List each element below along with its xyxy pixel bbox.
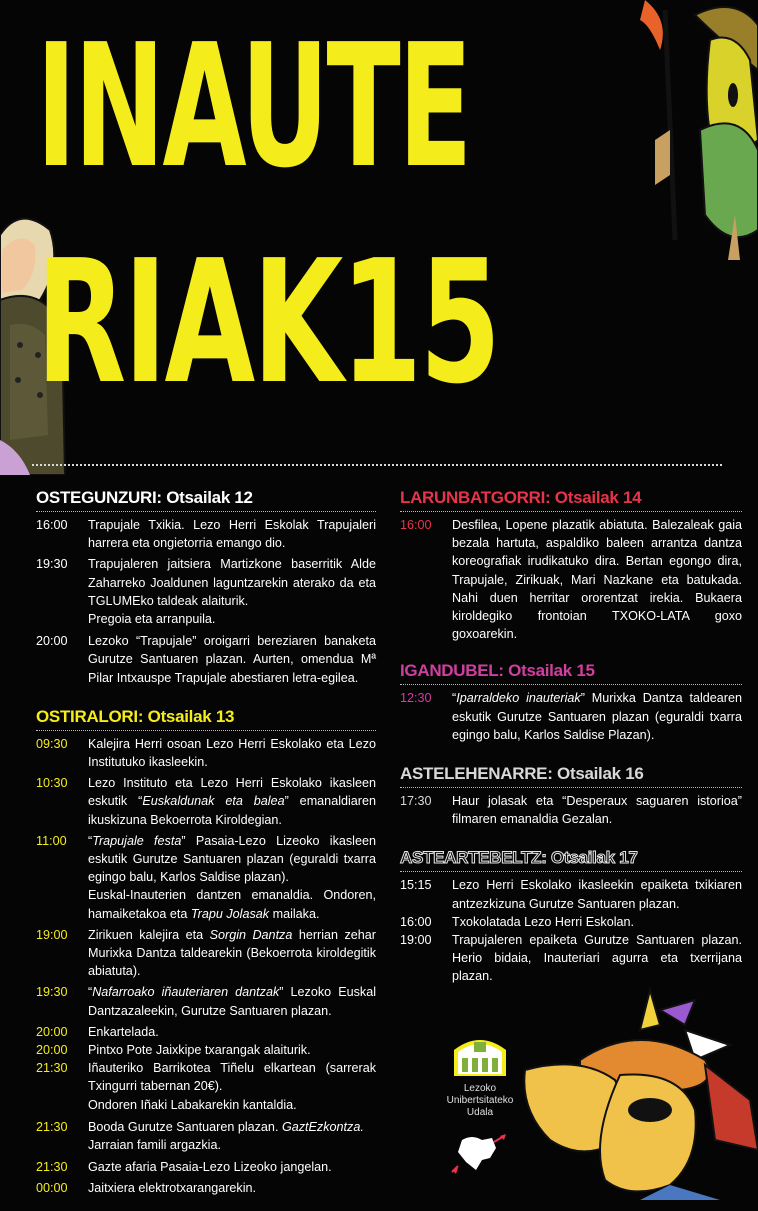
event-time: 09:30 bbox=[36, 736, 68, 751]
event-time: 21:30 bbox=[36, 1061, 68, 1076]
event-description bbox=[88, 832, 376, 887]
event-time: 00:00 bbox=[36, 1180, 68, 1195]
event-note: Ondoren Iñaki Labakarekin kantaldia. bbox=[88, 1097, 297, 1112]
event-time: 19:00 bbox=[400, 933, 432, 948]
event-time: 21:30 bbox=[36, 1160, 68, 1175]
event-time: 10:30 bbox=[36, 776, 68, 791]
section-divider bbox=[400, 511, 742, 512]
event-description: Trapujaleren jaitsiera Martizkone baserritik Alde Zaharreko Joaldunen laguntzarekin aterako da eta TGLUMEko taldeak alaiturik. bbox=[88, 557, 376, 608]
section-divider bbox=[400, 787, 742, 788]
event-description bbox=[88, 1118, 376, 1154]
section-divider bbox=[400, 871, 742, 872]
event-time: 20:00 bbox=[36, 634, 68, 649]
event-description bbox=[88, 983, 376, 1019]
section-divider bbox=[36, 730, 376, 731]
event-time: 21:30 bbox=[36, 1119, 68, 1134]
event-text: ” Pasaia-Lezo Lizeoko ikasleen eskutik Gurutze Santuaren plazan (eguraldi txarra egingo balu, Karlos Saldise plazan). bbox=[88, 833, 376, 885]
event-row bbox=[36, 774, 376, 829]
event-description bbox=[88, 926, 376, 981]
event-time: 17:30 bbox=[400, 794, 432, 809]
day-section-igandubel bbox=[400, 661, 742, 744]
event-description: Haur jolasak eta “Desperaux saguaren istorioa” filmaren emanaldia Gezalan. bbox=[452, 794, 742, 827]
event-time: 16:00 bbox=[400, 518, 432, 532]
event-row bbox=[36, 1118, 376, 1154]
event-note: Pregoia eta arranpuila. bbox=[88, 612, 216, 627]
event-title-italic: Sorgin Dantza bbox=[209, 927, 293, 942]
day-date: Otsailak 15 bbox=[508, 661, 595, 681]
section-divider bbox=[400, 684, 742, 685]
event-row bbox=[36, 983, 376, 1019]
event-title-italic: Nafarroako iñauteriaren dantzak bbox=[92, 985, 280, 1000]
day-section-ostiralori bbox=[36, 707, 376, 1197]
event-time: 12:30 bbox=[400, 691, 432, 706]
event-description: Jaitxiera elektrotxarangarekin. bbox=[88, 1180, 256, 1195]
event-time: 16:00 bbox=[400, 914, 432, 929]
event-row bbox=[400, 689, 742, 744]
event-description: Kalejira Herri osoan Lezo Herri Eskolako eta Lezo Institutuko ikasleekin. bbox=[88, 736, 376, 770]
bottom-character-illustration bbox=[520, 970, 758, 1200]
event-description: Trapujaleren epaiketa Gurutze Santuaren plazan. Herio bidaia, Inauteriari agurra eta txerrijana plazan. bbox=[452, 933, 742, 984]
logo-line-1: Lezoko bbox=[463, 1083, 497, 1094]
day-heading bbox=[36, 707, 376, 727]
event-description bbox=[452, 689, 742, 744]
logo-line-3: Udala bbox=[466, 1107, 494, 1118]
event-time: 20:00 bbox=[36, 1024, 68, 1039]
event-time: 19:30 bbox=[36, 557, 68, 572]
right-character-illustration bbox=[640, 0, 758, 260]
event-time: 19:30 bbox=[36, 985, 68, 1000]
event-time: 20:00 bbox=[36, 1043, 68, 1058]
event-row bbox=[36, 832, 376, 887]
event-row bbox=[36, 555, 376, 610]
event-row bbox=[400, 516, 742, 643]
day-heading bbox=[36, 488, 376, 508]
schedule-left-column bbox=[36, 488, 376, 1211]
event-row bbox=[36, 516, 376, 552]
event-description: Lezo Herri Eskolako ikasleekin epaiketa txikiaren antzezkizuna Gurutze Santuaren plazan. bbox=[452, 878, 742, 911]
event-text: ” Murixka Dantza taldearen eskutik Gurutze Santuaren plazan (eguraldi txarra egingo balu, Karlos Saldise Plazan). bbox=[452, 691, 742, 742]
day-heading bbox=[400, 848, 742, 868]
day-date: Otsailak 12 bbox=[166, 488, 253, 507]
event-description: Lezoko “Trapujale” oroigarri bereziaren banaketa Gurutze Santuaren plazan. Aurten, omendua Mª Pilar Intxauspe Trapujale abestiaren letra-egilea. bbox=[88, 634, 376, 685]
basque-map-icon bbox=[448, 1132, 510, 1176]
day-name: ASTELEHENARRE: bbox=[400, 764, 553, 784]
event-text: Euskal-Inauterien dantzen emanaldia. Ondoren, hamaiketakoa eta bbox=[88, 888, 376, 921]
title-divider bbox=[32, 464, 722, 466]
event-title-italic: Trapujale festa bbox=[92, 833, 182, 848]
event-row bbox=[400, 931, 742, 986]
event-text: Zirikuen kalejira eta bbox=[88, 927, 210, 942]
day-name: ASTEARTEBELTZ: bbox=[400, 848, 547, 868]
day-name: IGANDUBEL: bbox=[400, 661, 504, 681]
event-description: Pintxo Pote Jaixkipe txarangak alaiturik. bbox=[88, 1043, 311, 1058]
logo-line-2: Unibertsitateko bbox=[446, 1095, 514, 1106]
event-note bbox=[36, 886, 376, 922]
day-date: Otsailak 17 bbox=[551, 848, 638, 868]
event-row bbox=[36, 735, 376, 771]
event-row bbox=[36, 1023, 376, 1041]
event-text: Jarraian famili argazkia. bbox=[88, 1138, 221, 1153]
town-hall-logo bbox=[440, 1032, 520, 1119]
event-row bbox=[36, 632, 376, 687]
event-time: 19:00 bbox=[36, 927, 68, 942]
event-description bbox=[88, 774, 376, 829]
event-text: herrian zehar Murixka Dantza taldearekin (Bekoerrota kiroldegitik abiatuta). bbox=[88, 927, 377, 979]
day-section-astearte bbox=[400, 848, 742, 985]
event-text: Booda Gurutze Santuaren plazan. bbox=[88, 1119, 282, 1134]
event-text: “ bbox=[88, 833, 93, 848]
event-title-italic: Trapu Jolasak bbox=[190, 906, 270, 921]
day-heading bbox=[400, 764, 742, 784]
event-row bbox=[36, 926, 376, 981]
event-row bbox=[400, 876, 742, 912]
event-description: Gazte afaria Pasaia-Lezo Lizeoko jangelan. bbox=[88, 1160, 332, 1175]
event-row bbox=[36, 1041, 376, 1059]
event-title-italic: Iparraldeko inauteriak bbox=[456, 691, 581, 706]
schedule-right-column bbox=[400, 488, 742, 1000]
event-description: Trapujale Txikia. Lezo Herri Eskolak Trapujaleri harrera eta ongietorria emango dio. bbox=[88, 518, 376, 551]
event-row bbox=[400, 792, 742, 828]
day-section-larunbatgorri bbox=[400, 488, 742, 643]
event-title-italic: Euskaldunak eta balea bbox=[142, 794, 285, 809]
section-divider bbox=[36, 511, 376, 512]
event-text: ” emanaldiaren ikuskizuna Bekoerrota Kiroldegian. bbox=[88, 794, 376, 827]
day-name: LARUNBATGORRI: bbox=[400, 488, 551, 507]
day-name: OSTIRALORI: bbox=[36, 706, 144, 726]
event-row bbox=[36, 1179, 376, 1197]
event-row bbox=[36, 1059, 376, 1095]
day-date: Otsailak 16 bbox=[557, 764, 644, 784]
day-date: Otsailak 14 bbox=[554, 488, 642, 507]
event-row bbox=[36, 1158, 376, 1176]
day-heading bbox=[400, 488, 742, 508]
event-description: Desfilea, Lopene plazatik abiatuta. Balezaleak gaia bezala hartuta, aspaldiko baleen arrantza dantza koreografiak irudikatuko dira. Bertan egongo dira, Trapujale, Zirikuak, Mari Nazkane eta batukada. Nahi duen herritar ororentzat irekia. Bukaera kiroldegiko frontoian TXOKO-LATA goxo goxoarekin. bbox=[452, 518, 742, 642]
event-text: “ bbox=[88, 985, 93, 1000]
day-date: Otsailak 13 bbox=[147, 706, 235, 726]
poster-title-line-1: INAUTE bbox=[36, 8, 470, 206]
event-time: 15:15 bbox=[400, 878, 432, 893]
event-time: 11:00 bbox=[36, 833, 67, 848]
event-text: mailaka. bbox=[269, 906, 320, 921]
event-description: Iñauteriko Barrikotea Tiñelu elkartean (sarrerak Txingurri tabernan 20€). bbox=[88, 1061, 376, 1094]
event-time: 16:00 bbox=[36, 518, 68, 532]
event-description: Enkartelada. bbox=[88, 1024, 159, 1039]
day-name: OSTEGUNZURI: bbox=[36, 488, 162, 507]
day-section-ostegunzuri bbox=[36, 488, 376, 687]
poster-title-line-2: RIAK15 bbox=[36, 224, 499, 422]
town-hall-logo-icon bbox=[448, 1032, 512, 1078]
event-text: Lezo Instituto eta Lezo Herri Eskolako ikasleen eskutik “ bbox=[88, 776, 376, 809]
event-text: ” Lezoko Euskal Dantzazaleekin, Gurutze Santuaren plazan. bbox=[88, 985, 376, 1018]
event-row bbox=[400, 913, 742, 931]
day-heading bbox=[400, 661, 742, 681]
event-description: Txokolatada Lezo Herri Eskolan. bbox=[452, 914, 635, 929]
day-section-astelehenarre bbox=[400, 764, 742, 828]
event-title-italic: GaztEzkontza. bbox=[281, 1119, 364, 1134]
event-text: “ bbox=[452, 691, 457, 706]
